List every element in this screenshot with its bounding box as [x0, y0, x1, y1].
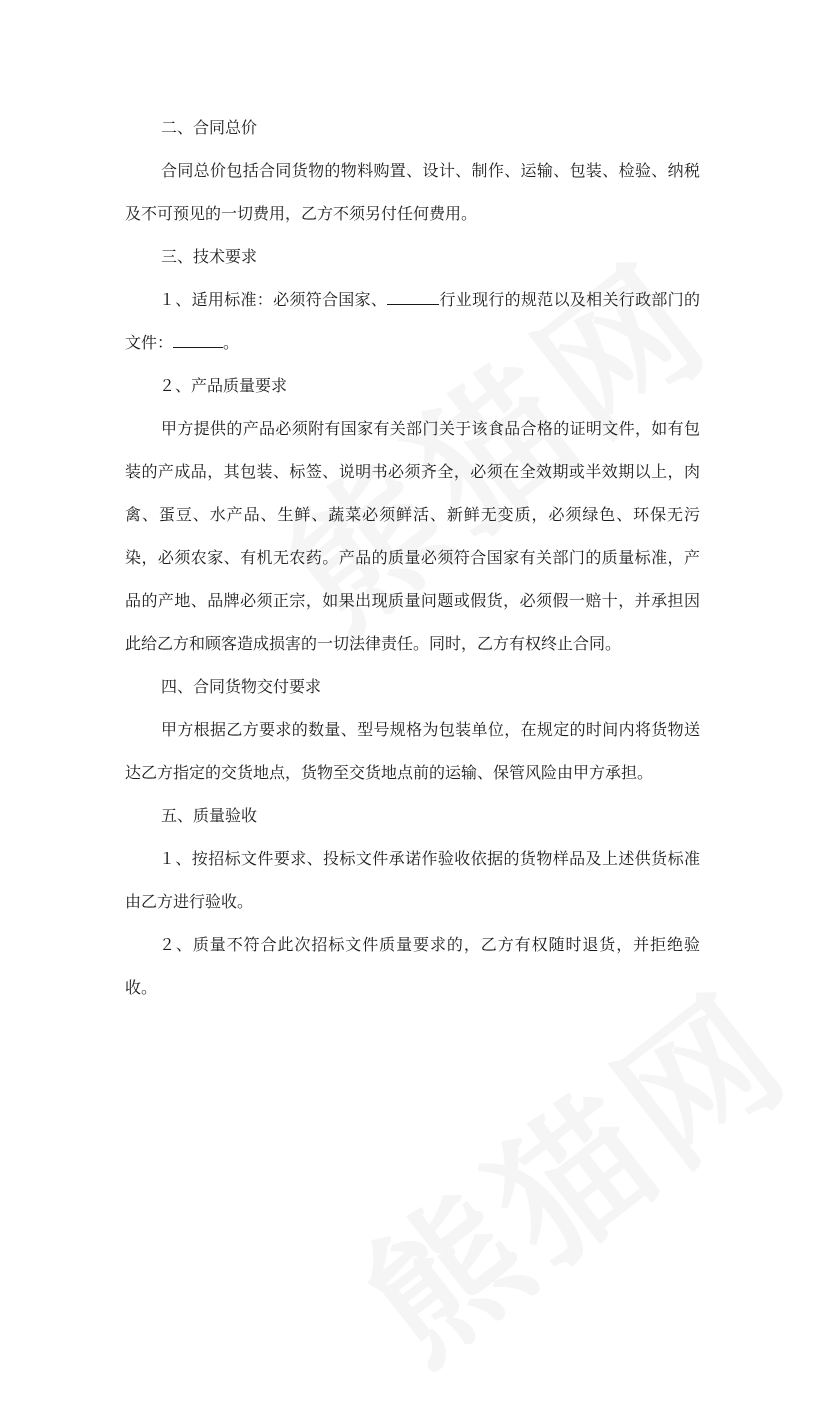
document-page	[125, 106, 700, 1009]
contract-price-paragraph: 合同总价包括合同货物的物料购置、设计、制作、运输、包装、检验、纳税及不可预见的一切费用，乙方不须另付任何费用。	[125, 161, 700, 223]
applicable-standards-text-a: １、适用标准：必须符合国家、	[159, 290, 388, 309]
section-heading-contract-price: 二、合同总价	[161, 118, 258, 137]
delivery-paragraph: 甲方根据乙方要求的数量、型号规格为包装单位，在规定的时间内将货物送达乙方指定的交货地点，货物至交货地点前的运输、保管风险由甲方承担。	[125, 720, 700, 782]
product-quality-heading: ２、产品质量要求	[159, 376, 288, 395]
acceptance-item-1: １、按招标文件要求、投标文件承诺作验收依据的货物样品及上述供货标准由乙方进行验收。	[125, 849, 700, 911]
section-heading-quality-acceptance: 五、质量验收	[161, 806, 258, 825]
product-quality-paragraph: 甲方提供的产品必须附有国家有关部门关于该食品合格的证明文件，如有包装的产成品，其包装、标签、说明书必须齐全，必须在全效期或半效期以上，肉禽、蛋豆、水产品、生鲜、蔬菜必须鲜活、新鲜无变质，必须绿色、环保无污染，必须农家、有机无农药。产品的质量必须符合国家有关部门的质量标准，产品的产地、品牌必须正宗，如果出现质量问题或假货，必须假一赔十，并承担因此给乙方和顾客造成损害的一切法律责任。同时，乙方有权终止合同。	[125, 419, 700, 653]
applicable-standards-text-c: 。	[223, 333, 240, 352]
applicable-standards-item	[125, 278, 700, 364]
section-heading-technical-requirements: 三、技术要求	[161, 247, 258, 266]
acceptance-item-2: ２、质量不符合此次招标文件质量要求的，乙方有权随时退货，并拒绝验收。	[125, 935, 700, 997]
applicable-standards-text-b: 行业现行的规范以及相关行政部门的文件：	[125, 290, 700, 352]
document-blank-field[interactable]	[173, 347, 223, 348]
section-heading-delivery: 四、合同货物交付要求	[161, 677, 322, 696]
industry-blank-field[interactable]	[387, 304, 439, 305]
